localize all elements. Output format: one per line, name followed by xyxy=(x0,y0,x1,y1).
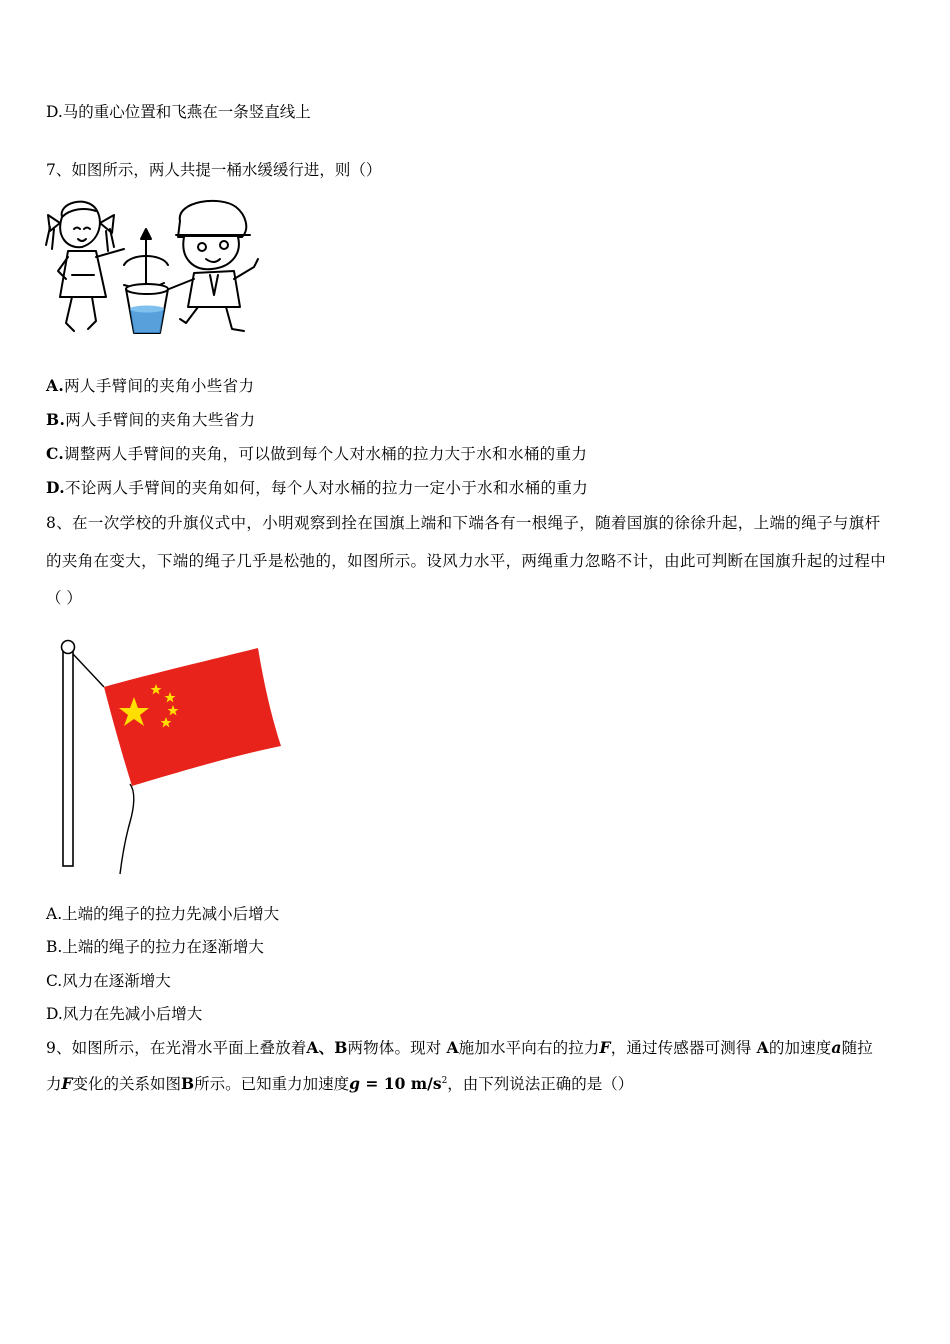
option-label: C. xyxy=(46,444,65,463)
body-a: A xyxy=(446,1038,459,1057)
q8-stem-line3: （ ） xyxy=(46,589,82,607)
force-f: F xyxy=(599,1038,611,1057)
gravity-value: = 10 m/s xyxy=(360,1074,442,1093)
q9-stem-line1 xyxy=(46,1037,873,1059)
q8-option-a: A.上端的绳子的拉力先减小后增大 xyxy=(46,905,280,923)
q8-option-d: D.风力在先减小后增大 xyxy=(46,1005,203,1023)
q9-stem-line2 xyxy=(46,1073,633,1095)
q7-figure-children-carrying-bucket xyxy=(44,195,266,343)
q7-stem: 7、如图所示，两人共提一桶水缓缓行进，则（） xyxy=(46,161,382,179)
option-label: A. xyxy=(46,376,65,395)
q8-stem-line2: 的夹角在变大，下端的绳子几乎是松弛的，如图所示。设风力水平，两绳重力忽略不计，由此可判断在国旗升起的过程中 xyxy=(46,552,887,570)
option-text: 两人手臂间的夹角小些省力 xyxy=(64,377,255,395)
q6-option-d: D.马的重心位置和飞燕在一条竖直线上 xyxy=(46,103,311,121)
q7-option-d xyxy=(46,477,588,499)
text: 两物体。现对 xyxy=(347,1039,442,1057)
q7-option-b xyxy=(46,409,255,431)
text: 9、如图所示，在光滑水平面上叠放着 xyxy=(46,1039,307,1057)
text: 随拉 xyxy=(841,1039,873,1057)
option-label: B. xyxy=(46,410,66,429)
q7-option-c xyxy=(46,443,587,465)
text: 变化的关系如图 xyxy=(72,1075,182,1093)
lower-rope xyxy=(120,784,134,874)
option-label: D. xyxy=(46,478,65,497)
body-a: A xyxy=(756,1038,769,1057)
option-text: 两人手臂间的夹角大些省力 xyxy=(65,411,256,429)
bodies-ab: A、B xyxy=(306,1038,348,1057)
q8-figure-flag-on-pole xyxy=(52,636,288,878)
acceleration-a: a xyxy=(831,1038,842,1057)
pole-top-ball xyxy=(62,641,75,654)
text: 力 xyxy=(46,1075,62,1093)
text: 施加水平向右的拉力 xyxy=(458,1039,600,1057)
q8-option-b: B.上端的绳子的拉力在逐渐增大 xyxy=(46,938,264,956)
girl-figure xyxy=(46,202,124,331)
option-text: 不论两人手臂间的夹角如何，每个人对水桶的拉力一定小于水和水桶的重力 xyxy=(65,479,589,497)
q7-option-a xyxy=(46,375,254,397)
text: ，由下列说法正确的是（） xyxy=(447,1075,634,1093)
flagpole xyxy=(63,652,73,866)
text: ，通过传感器可测得 xyxy=(610,1039,752,1057)
q8-option-c: C.风力在逐渐增大 xyxy=(46,972,171,990)
option-text: 调整两人手臂间的夹角，可以做到每个人对水桶的拉力大于水和水桶的重力 xyxy=(64,445,588,463)
exponent: 2 xyxy=(441,1075,448,1086)
boy-figure xyxy=(154,201,258,331)
text: 所示。已知重力加速度 xyxy=(194,1075,350,1093)
force-f: F xyxy=(61,1074,73,1093)
q8-stem-line1: 8、在一次学校的升旗仪式中，小明观察到拴在国旗上端和下端各有一根绳子，随着国旗的徐徐升起，上端的绳子与旗杆 xyxy=(46,514,881,532)
text: 的加速度 xyxy=(768,1039,832,1057)
figure-b: B xyxy=(181,1074,195,1093)
gravity-g: g xyxy=(349,1074,361,1093)
upper-rope xyxy=(73,654,104,687)
